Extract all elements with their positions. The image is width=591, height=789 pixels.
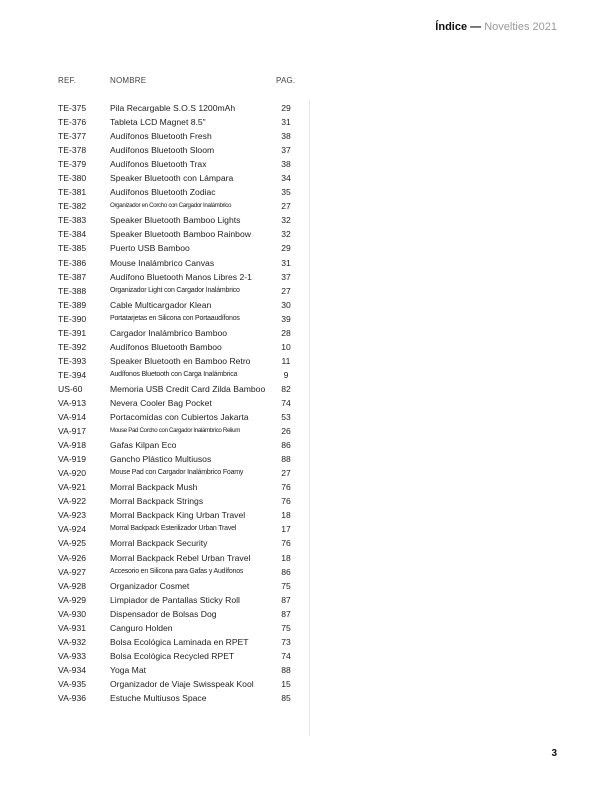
header-dash: — — [467, 21, 485, 33]
table-row — [0, 438, 320, 452]
table-row — [0, 171, 320, 185]
table-row — [0, 256, 320, 270]
row-page: 18 — [281, 510, 291, 521]
table-row — [0, 312, 320, 326]
row-ref: TE-384 — [58, 229, 87, 240]
row-ref: TE-394 — [58, 369, 87, 380]
table-row — [0, 101, 320, 115]
row-page: 75 — [281, 580, 291, 591]
row-page: 75 — [281, 622, 291, 633]
row-name: Organizador en Corcho con Cargador Inalámbrico — [110, 202, 232, 210]
row-ref: VA-928 — [58, 580, 87, 591]
row-page: 32 — [281, 229, 291, 240]
row-name: Portacomidas con Cubiertos Jakarta — [110, 412, 249, 423]
row-name: Audífono Bluetooth Manos Libres 2-1 — [110, 271, 252, 282]
row-name: Audífonos Bluetooth Bamboo — [110, 341, 222, 352]
page-header-title — [435, 21, 557, 33]
table-row — [0, 199, 320, 213]
row-name: Bolsa Ecológica Laminada en RPET — [110, 636, 249, 647]
row-name: Morral Backpack Esterilizador Urban Travel — [110, 525, 237, 533]
table-row — [0, 551, 320, 565]
row-ref: TE-378 — [58, 145, 87, 156]
row-page: 28 — [281, 327, 291, 338]
row-page: 29 — [281, 243, 291, 254]
row-ref: VA-919 — [58, 454, 87, 465]
table-row — [0, 691, 320, 705]
row-ref: VA-924 — [58, 524, 87, 535]
row-page: 35 — [281, 187, 291, 198]
row-ref: VA-936 — [58, 692, 87, 703]
row-page: 86 — [281, 566, 291, 577]
row-name: Morral Backpack King Urban Travel — [110, 510, 246, 521]
row-ref: VA-932 — [58, 636, 87, 647]
row-page: 74 — [281, 397, 291, 408]
row-ref: VA-931 — [58, 622, 87, 633]
row-ref: VA-921 — [58, 482, 87, 493]
table-row — [0, 213, 320, 227]
row-page: 53 — [281, 412, 291, 423]
row-name: Mouse Inalámbrico Canvas — [110, 257, 215, 268]
row-ref: VA-914 — [58, 412, 87, 423]
header-title-bold: Índice — [435, 21, 468, 33]
row-ref: VA-922 — [58, 496, 87, 507]
row-name: Canguro Holden — [110, 622, 173, 633]
row-page: 88 — [281, 664, 291, 675]
row-ref: TE-391 — [58, 327, 87, 338]
row-ref: TE-386 — [58, 257, 87, 268]
row-page: 30 — [281, 299, 291, 310]
column-header-name: NOMBRE — [110, 76, 147, 85]
row-page: 18 — [281, 552, 291, 563]
table-row — [0, 382, 320, 396]
row-ref: TE-388 — [58, 285, 87, 296]
table-row — [0, 677, 320, 691]
row-name: Organizador Cosmet — [110, 580, 190, 591]
row-page: 85 — [281, 692, 291, 703]
row-name: Speaker Bluetooth en Bamboo Retro — [110, 355, 251, 366]
column-header-page: PAG. — [276, 76, 296, 85]
row-ref: TE-389 — [58, 299, 87, 310]
row-name: Morral Backpack Mush — [110, 482, 198, 493]
table-row — [0, 565, 320, 579]
row-page: 29 — [281, 103, 291, 113]
table-row — [0, 185, 320, 199]
table-row — [0, 508, 320, 522]
table-row — [0, 635, 320, 649]
table-row — [0, 663, 320, 677]
table-row — [0, 593, 320, 607]
table-row — [0, 143, 320, 157]
row-ref: VA-927 — [58, 566, 87, 577]
row-name: Organizador Light con Cargador Inalámbrico — [110, 286, 240, 294]
row-page: 87 — [281, 594, 291, 605]
row-name: Audífonos Bluetooth Fresh — [110, 131, 212, 142]
row-ref: TE-385 — [58, 243, 87, 254]
table-row — [0, 298, 320, 312]
row-ref: TE-382 — [58, 201, 87, 212]
row-name: Morral Backpack Rebel Urban Travel — [110, 552, 251, 563]
table-row — [0, 480, 320, 494]
row-name: Audífonos Bluetooth con Carga Inalámbrica — [110, 370, 238, 378]
table-row — [0, 241, 320, 255]
row-page: 31 — [281, 257, 291, 268]
row-page: 74 — [281, 650, 291, 661]
row-name: Speaker Bluetooth Bamboo Lights — [110, 215, 241, 226]
row-page: 76 — [281, 482, 291, 493]
row-name: Mouse Pad con Cargador Inalámbrico Foamy — [110, 469, 244, 477]
row-ref: VA-935 — [58, 678, 87, 689]
table-row — [0, 115, 320, 129]
row-name: Audífonos Bluetooth Sloom — [110, 145, 215, 156]
row-page: 38 — [281, 131, 291, 142]
row-ref: TE-381 — [58, 187, 87, 198]
row-page: 27 — [281, 285, 291, 296]
table-row — [0, 522, 320, 536]
row-ref: TE-392 — [58, 341, 87, 352]
row-name: Organizador de Viaje Swisspeak Kool — [110, 678, 254, 689]
row-ref: TE-377 — [58, 131, 87, 142]
table-row — [0, 270, 320, 284]
row-ref: TE-376 — [58, 117, 87, 128]
table-row — [0, 579, 320, 593]
table-row — [0, 649, 320, 663]
row-name: Morral Backpack Security — [110, 538, 208, 549]
row-name: Pila Recargable S.O.S 1200mAh — [110, 103, 236, 113]
row-name: Morral Backpack Strings — [110, 496, 204, 507]
row-ref: VA-926 — [58, 552, 87, 563]
row-name: Limpiador de Pantallas Sticky Roll — [110, 594, 240, 605]
row-name: Yoga Mat — [110, 664, 146, 675]
table-row — [0, 340, 320, 354]
table-row — [0, 607, 320, 621]
row-page: 38 — [281, 159, 291, 170]
row-name: Memoria USB Credit Card Zilda Bamboo — [110, 383, 266, 394]
row-page: 10 — [281, 341, 291, 352]
row-page: 37 — [281, 145, 291, 156]
row-name: Speaker Bluetooth Bamboo Rainbow — [110, 229, 251, 240]
row-name: Mouse Pad Corcho con Cargador Inalámbrico Relium — [110, 427, 241, 435]
row-name: Cable Multicargador Klean — [110, 299, 212, 310]
row-page: 34 — [281, 173, 291, 184]
table-row — [0, 326, 320, 340]
row-ref: TE-390 — [58, 313, 87, 324]
table-row — [0, 227, 320, 241]
row-name: Tableta LCD Magnet 8.5" — [110, 117, 206, 128]
row-ref: VA-930 — [58, 608, 87, 619]
row-ref: VA-929 — [58, 594, 87, 605]
row-name: Nevera Cooler Bag Pocket — [110, 397, 212, 408]
table-row — [0, 410, 320, 424]
row-page: 76 — [281, 538, 291, 549]
row-name: Portatarjetas en Silicona con Portaaudífonos — [110, 314, 240, 322]
row-ref: VA-933 — [58, 650, 87, 661]
table-row — [0, 424, 320, 438]
row-ref: VA-923 — [58, 510, 87, 521]
row-page: 31 — [281, 117, 291, 128]
row-page: 9 — [283, 369, 289, 380]
row-page: 73 — [281, 636, 291, 647]
row-page: 87 — [281, 608, 291, 619]
row-ref: US-60 — [58, 383, 83, 394]
row-name: Gancho Plástico Multiusos — [110, 454, 212, 465]
table-row — [0, 129, 320, 143]
table-row — [0, 354, 320, 368]
row-ref: TE-380 — [58, 173, 87, 184]
row-page: 15 — [281, 678, 291, 689]
table-row — [0, 284, 320, 298]
row-page: 88 — [281, 454, 291, 465]
row-ref: VA-918 — [58, 440, 87, 451]
row-page: 82 — [281, 383, 291, 394]
index-table — [0, 101, 320, 705]
row-name: Audífonos Bluetooth Zodiac — [110, 187, 216, 198]
row-name: Bolsa Ecológica Recycled RPET — [110, 650, 235, 661]
row-name: Dispensador de Bolsas Dog — [110, 608, 217, 619]
row-name: Speaker Bluetooth con Lámpara — [110, 173, 234, 184]
row-page: 86 — [281, 440, 291, 451]
row-ref: TE-387 — [58, 271, 87, 282]
table-row — [0, 466, 320, 480]
table-row — [0, 396, 320, 410]
row-ref: TE-393 — [58, 355, 87, 366]
row-name: Cargador Inalámbrico Bamboo — [110, 327, 228, 338]
row-page: 37 — [281, 271, 291, 282]
row-page: 11 — [281, 355, 291, 366]
row-ref: VA-925 — [58, 538, 87, 549]
row-ref: VA-934 — [58, 664, 87, 675]
row-name: Gafas Kilpan Eco — [110, 440, 177, 451]
table-row — [0, 494, 320, 508]
row-name: Audífonos Bluetooth Trax — [110, 159, 207, 170]
table-row — [0, 536, 320, 550]
row-name: Accesorio en Silicona para Gafas y Audífonos — [110, 567, 244, 575]
row-ref: VA-917 — [58, 426, 87, 437]
table-row — [0, 368, 320, 382]
row-page: 39 — [281, 313, 291, 324]
row-name: Estuche Multiusos Space — [110, 692, 207, 703]
row-page: 26 — [281, 426, 291, 437]
row-name: Puerto USB Bamboo — [110, 243, 190, 254]
header-title-light: Novelties 2021 — [484, 21, 557, 33]
row-page: 27 — [281, 468, 291, 479]
table-row — [0, 621, 320, 635]
table-row — [0, 157, 320, 171]
row-page: 32 — [281, 215, 291, 226]
row-ref: TE-375 — [58, 103, 87, 113]
row-page: 76 — [281, 496, 291, 507]
row-ref: VA-913 — [58, 397, 87, 408]
row-page: 17 — [281, 524, 291, 535]
row-page: 27 — [281, 201, 291, 212]
row-ref: TE-379 — [58, 159, 87, 170]
row-ref: TE-383 — [58, 215, 87, 226]
page-number: 3 — [551, 748, 557, 759]
row-ref: VA-920 — [58, 468, 87, 479]
table-row — [0, 452, 320, 466]
column-header-ref: REF. — [58, 76, 77, 85]
